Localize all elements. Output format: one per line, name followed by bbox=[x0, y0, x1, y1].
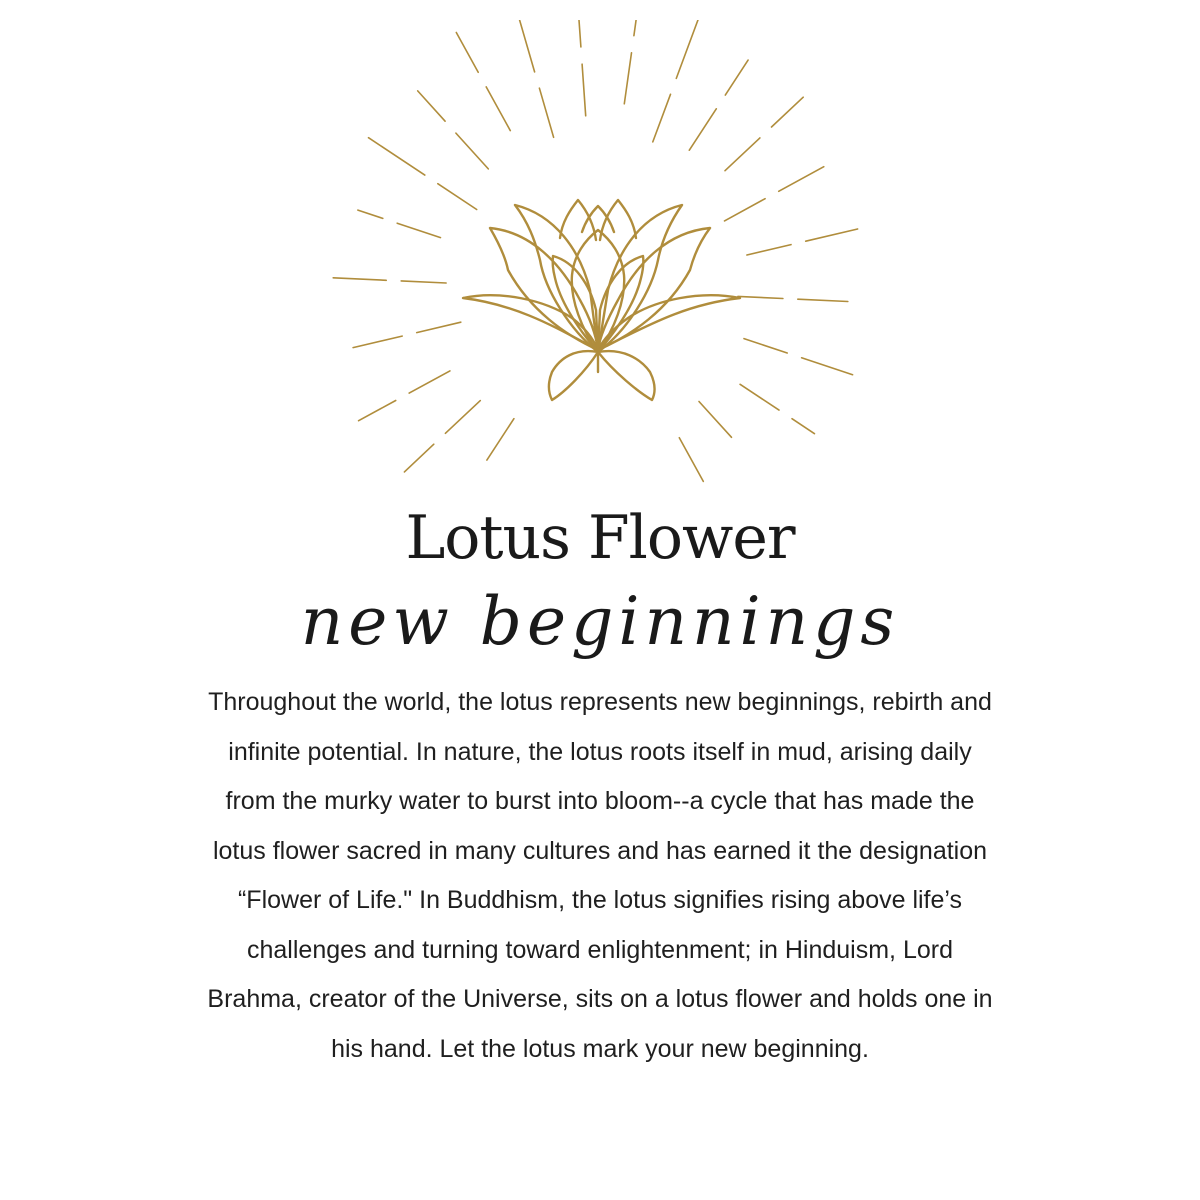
sunburst-ray bbox=[486, 87, 510, 131]
sunburst-ray bbox=[624, 53, 631, 104]
sunburst-ray bbox=[456, 33, 478, 73]
sunburst-ray bbox=[539, 88, 553, 137]
sunburst-ray bbox=[445, 401, 480, 434]
description-line: his hand. Let the lotus mark your new beginning. bbox=[331, 1034, 869, 1063]
sunburst-ray bbox=[577, 20, 581, 47]
sunburst-ray bbox=[779, 167, 824, 192]
sunburst-ray bbox=[725, 138, 760, 171]
sunburst-ray bbox=[725, 60, 748, 95]
sunburst-ray bbox=[653, 94, 671, 142]
sunburst-ray bbox=[689, 109, 716, 150]
sunburst-ray bbox=[740, 384, 779, 410]
page-title: Lotus Flower bbox=[405, 503, 795, 573]
sunburst-ray bbox=[806, 229, 858, 241]
description-line: Brahma, creator of the Universe, sits on a lotus flower and holds one in bbox=[207, 985, 993, 1013]
sunburst-ray bbox=[333, 278, 386, 281]
lotus-flower-icon bbox=[463, 200, 740, 400]
sunburst-ray bbox=[699, 402, 732, 438]
lotus-emblem bbox=[300, 20, 900, 520]
sunburst-rays-icon bbox=[333, 20, 857, 481]
sunburst-ray bbox=[802, 358, 853, 375]
sunburst-ray bbox=[738, 296, 783, 298]
sunburst-ray bbox=[519, 20, 535, 72]
description-line: lotus flower sacred in many cultures and has earned it the designation bbox=[212, 836, 988, 865]
description-text bbox=[140, 678, 1060, 1074]
sunburst-ray bbox=[634, 20, 638, 36]
sunburst-ray bbox=[725, 199, 766, 221]
page-subtitle: new beginnings bbox=[300, 583, 900, 660]
sunburst-ray bbox=[401, 281, 446, 283]
sunburst-ray bbox=[744, 339, 787, 353]
sunburst-ray bbox=[792, 419, 815, 434]
sunburst-ray bbox=[417, 322, 461, 332]
sunburst-ray bbox=[438, 184, 477, 210]
description-line: challenges and turning toward enlightenment; in Hinduism, Lord bbox=[247, 935, 953, 964]
sunburst-ray bbox=[487, 419, 514, 460]
sunburst-ray bbox=[358, 210, 383, 218]
sunburst-ray bbox=[353, 336, 402, 348]
sunburst-ray bbox=[456, 133, 488, 169]
sunburst-ray bbox=[798, 299, 848, 301]
description-line: from the murky water to burst into bloom--a cycle that has made the bbox=[225, 787, 975, 815]
description-line: infinite potential. In nature, the lotus roots itself in mud, arising daily bbox=[228, 737, 972, 766]
sunburst-ray bbox=[404, 444, 433, 472]
sunburst-ray bbox=[397, 223, 440, 237]
description-line: Throughout the world, the lotus represents new beginnings, rebirth and bbox=[208, 688, 992, 716]
sunburst-ray bbox=[676, 20, 702, 78]
sunburst-ray bbox=[747, 245, 791, 255]
sunburst-ray bbox=[582, 64, 586, 116]
sunburst-ray bbox=[418, 91, 445, 121]
sunburst-ray bbox=[772, 97, 804, 127]
sunburst-ray bbox=[369, 138, 425, 175]
sunburst-ray bbox=[359, 401, 396, 421]
sunburst-ray bbox=[679, 438, 703, 482]
sunburst-ray bbox=[409, 371, 450, 393]
description-line: “Flower of Life." In Buddhism, the lotus signifies rising above life’s bbox=[237, 886, 963, 914]
